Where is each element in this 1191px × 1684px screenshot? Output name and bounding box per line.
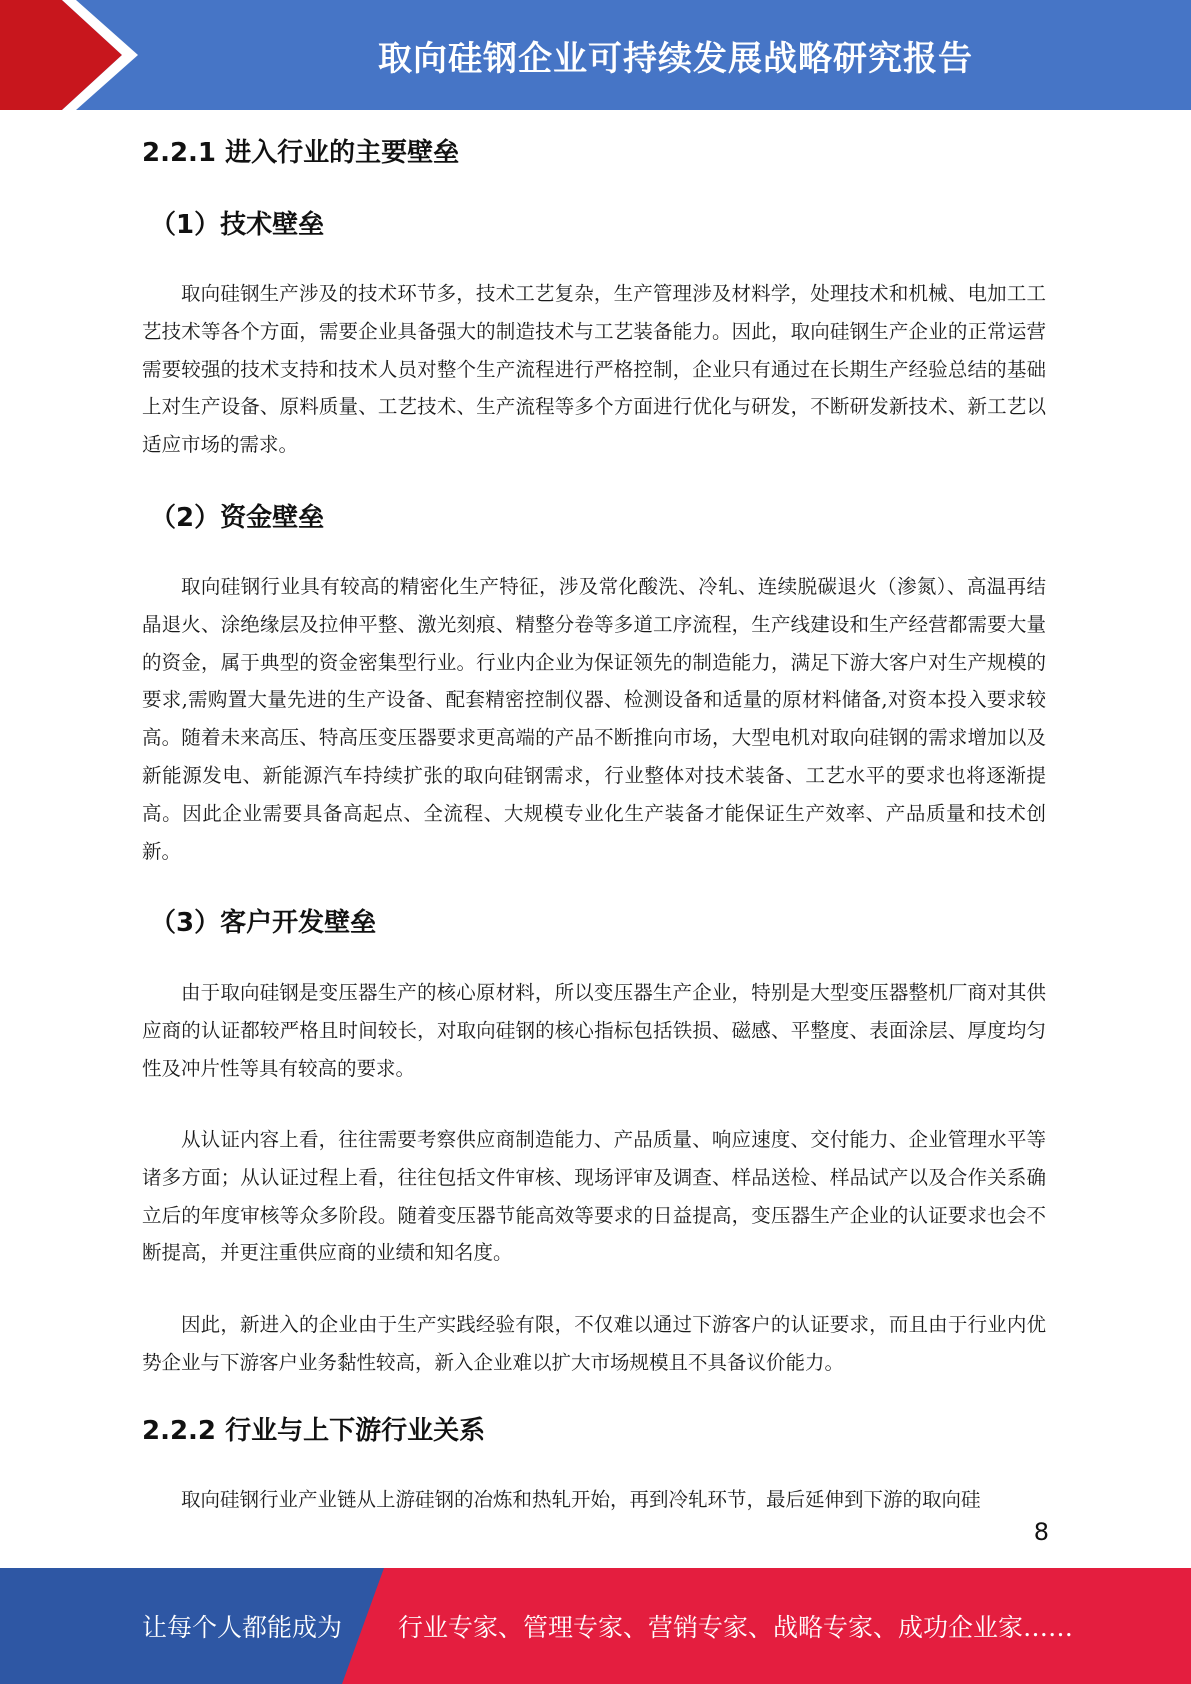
paragraph-customer-barrier-2: 从认证内容上看，往往需要考察供应商制造能力、产品质量、响应速度、交付能力、企业管理水平等诸多方面；从认证过程上看，往往包括文件审核、现场评审及调查、样品送检、样品试产以及合作关系确立后的年度审核等众多阶段。随着变压器节能高效等要求的日益提高，变压器生产企业的认证要求也会不断提高，并更注重供应商的业绩和知名度。 bbox=[142, 1128, 1046, 1265]
paragraph-customer-barrier-3: 因此，新进入的企业由于生产实践经验有限，不仅难以通过下游客户的认证要求，而且由于行业内优势企业与下游客户业务黏性较高，新入企业难以扩大市场规模且不具备议价能力。 bbox=[142, 1313, 1046, 1374]
header-chevron-decoration bbox=[0, 0, 160, 110]
section-heading-2-2-1: 2.2.1 进入行业的主要壁垒 bbox=[142, 138, 460, 168]
page-footer bbox=[0, 1568, 1191, 1684]
report-title: 取向硅钢企业可持续发展战略研究报告 bbox=[378, 38, 973, 79]
subheading-capital-barrier: （2）资金壁垒 bbox=[150, 503, 325, 533]
page-header bbox=[0, 0, 1191, 110]
paragraph-capital-barrier: 取向硅钢行业具有较高的精密化生产特征，涉及常化酸洗、冷轧、连续脱碳退火（渗氮）、高温再结晶退火、涂绝缘层及拉伸平整、激光刻痕、精整分卷等多道工序流程，生产线建设和生产经营都需要大量的资金，属于典型的资金密集型行业。行业内企业为保证领先的制造能力，满足下游大客户对生产规模的要求,需购置大量先进的生产设备、配套精密控制仪器、检测设备和适量的原材料储备,对资本投入要求较高。随着未来高压、特高压变压器要求更高端的产品不断推向市场，大型电机对取向硅钢的需求增加以及新能源发电、新能源汽车持续扩张的取向硅钢需求，行业整体对技术装备、工艺水平的要求也将逐渐提高。因此企业需要具备高起点、全流程、大规模专业化生产装备才能保证生产效率、产品质量和技术创新。 bbox=[142, 575, 1046, 863]
paragraph-upstream-downstream: 取向硅钢行业产业链从上游硅钢的冶炼和热轧开始，再到冷轧环节，最后延伸到下游的取向硅 bbox=[181, 1488, 981, 1511]
paragraph-technical-barrier: 取向硅钢生产涉及的技术环节多，技术工艺复杂，生产管理涉及材料学，处理技术和机械、电加工工艺技术等各个方面，需要企业具备强大的制造技术与工艺装备能力。因此，取向硅钢生产企业的正常运营需要较强的技术支持和技术人员对整个生产流程进行严格控制，企业只有通过在长期生产经验总结的基础上对生产设备、原料质量、工艺技术、生产流程等多个方面进行优化与研发，不断研发新技术、新工艺以适应市场的需求。 bbox=[142, 282, 1046, 457]
paragraph-customer-barrier-1: 由于取向硅钢是变压器生产的核心原材料，所以变压器生产企业，特别是大型变压器整机厂商对其供应商的认证都较严格且时间较长，对取向硅钢的核心指标包括铁损、磁感、平整度、表面涂层、厚度均匀性及冲片性等具有较高的要求。 bbox=[142, 981, 1046, 1080]
subheading-customer-barrier: （3）客户开发壁垒 bbox=[150, 908, 377, 938]
footer-slogan-right: 行业专家、管理专家、营销专家、战略专家、成功企业家…… bbox=[398, 1613, 1074, 1642]
footer-slogan-left: 让每个人都能成为 bbox=[142, 1613, 343, 1642]
page-number: 8 bbox=[1033, 1518, 1049, 1546]
section-heading-2-2-2: 2.2.2 行业与上下游行业关系 bbox=[142, 1416, 486, 1446]
subheading-technical-barrier: （1）技术壁垒 bbox=[150, 210, 325, 240]
